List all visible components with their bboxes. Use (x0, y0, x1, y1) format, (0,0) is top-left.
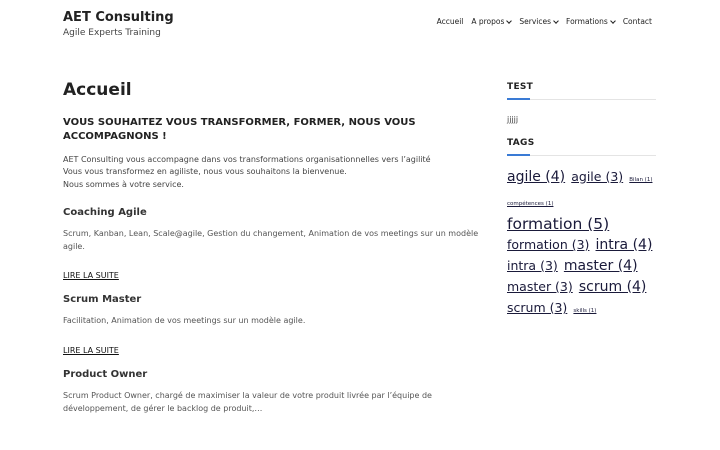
tag-link[interactable]: intra (4) (595, 237, 653, 253)
post-excerpt: Facilitation, Animation de vos meetings sur un modèle agile. (63, 316, 306, 326)
nav-item-label: Contact (622, 17, 652, 26)
tag-link[interactable]: skills (1) (573, 308, 597, 314)
tag-link[interactable]: agile (3) (571, 169, 624, 184)
post-scrum-master (63, 294, 493, 355)
nav-item-label: A propos (471, 17, 505, 26)
site-title[interactable]: AET Consulting (63, 10, 174, 25)
intro-line: Vous vous transformez en agiliste, nous vous souhaitons la bienvenue. (63, 167, 347, 177)
tag-link[interactable]: Bilan (1) (629, 177, 653, 183)
intro-text (63, 154, 493, 191)
tag-link[interactable]: formation (5) (507, 215, 610, 233)
tag-link[interactable]: master (4) (563, 258, 638, 274)
tag-link[interactable]: formation (3) (507, 237, 590, 252)
intro-line: Nous sommes à votre service. (63, 179, 184, 189)
chevron-down-icon (553, 18, 559, 24)
nav-item-services[interactable] (519, 17, 558, 26)
chevron-down-icon (507, 18, 513, 24)
read-more-link[interactable]: LIRE LA SUITE (63, 271, 119, 281)
post-title[interactable]: Coaching Agile (63, 207, 147, 219)
widget-title-test: TEST (507, 82, 656, 100)
tag-link[interactable]: scrum (4) (578, 279, 647, 295)
nav-item-label: Services (519, 17, 552, 26)
page-title: Accueil (63, 80, 132, 100)
intro-line: AET Consulting vous accompagne dans vos transformations organisationnelles vers l’agilité (63, 155, 431, 164)
post-title[interactable]: Product Owner (63, 369, 148, 380)
tag-link[interactable]: intra (3) (507, 258, 558, 273)
tag-link[interactable]: master (3) (507, 279, 573, 294)
chevron-down-icon (610, 18, 616, 24)
nav-item-label: Formations (566, 17, 608, 26)
site-tagline: Agile Experts Training (63, 28, 161, 38)
post-product-owner (63, 369, 493, 415)
nav-item-label: Accueil (436, 17, 464, 26)
main-nav (437, 17, 652, 26)
main-content (63, 78, 493, 415)
tag-link[interactable]: scrum (3) (507, 300, 568, 315)
post-title[interactable]: Scrum Master (63, 294, 142, 306)
post-excerpt: Scrum Product Owner, chargé de maximiser la valeur de votre produit livrée par l’équipe de développement, de gérer le backlog de produit,… (63, 391, 432, 413)
post-coaching-agile (63, 207, 493, 280)
tag-cloud (507, 166, 656, 321)
test-widget-text: jjjjj (507, 115, 519, 124)
read-more-link[interactable]: LIRE LA SUITE (63, 346, 119, 355)
nav-item-contact[interactable] (623, 17, 652, 26)
tag-link[interactable]: compétences (1) (507, 201, 554, 207)
nav-item-accueil[interactable] (437, 17, 464, 26)
post-excerpt: Scrum, Kanban, Lean, Scale@agile, Gestion du changement, Animation de vos meetings sur un modèle agile. (63, 229, 479, 251)
tag-link[interactable]: agile (4) (507, 169, 566, 185)
sidebar (507, 82, 656, 321)
intro-heading: VOUS SOUHAITEZ VOUS TRANSFORMER, FORMER, NOUS VOUS ACCOMPAGNONS ! (63, 117, 416, 142)
nav-item-a-propos[interactable] (471, 17, 511, 26)
nav-item-formations[interactable] (566, 17, 615, 26)
widget-title-tags: TAGS (507, 138, 656, 156)
